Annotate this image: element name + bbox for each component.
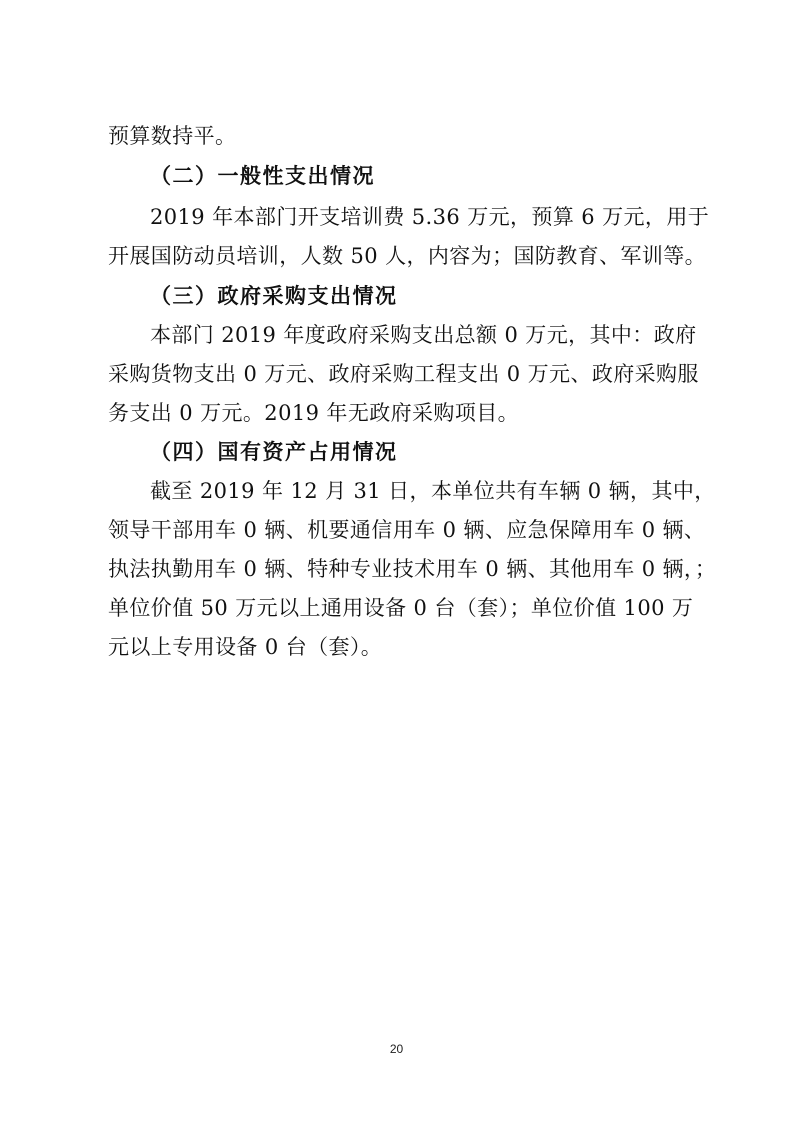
paragraph-line: 采购货物支出 0 万元、政府采购工程支出 0 万元、政府采购服 (108, 362, 699, 386)
section-heading-state-assets: （四）国有资产占用情况 (150, 440, 398, 464)
page-number: 20 (389, 1042, 404, 1056)
paragraph-line: 元以上专用设备 0 台（套）。 (108, 635, 383, 659)
paragraph-line: 务支出 0 万元。2019 年无政府采购项目。 (108, 401, 520, 425)
paragraph-line: 2019 年本部门开支培训费 5.36 万元，预算 6 万元，用于 (150, 205, 710, 229)
paragraph-line: 本部门 2019 年度政府采购支出总额 0 万元，其中：政府 (150, 323, 697, 347)
continuation-line: 预算数持平。 (108, 124, 237, 148)
paragraph-line: 截至 2019 年 12 月 31 日，本单位共有车辆 0 辆，其中， (150, 479, 716, 503)
paragraph-line: 单位价值 50 万元以上通用设备 0 台（套）；单位价值 100 万 (108, 596, 694, 620)
paragraph-line: 执法执勤用车 0 辆、特种专业技术用车 0 辆、其他用车 0 辆，； (108, 557, 717, 581)
paragraph-line: 开展国防动员培训，人数 50 人，内容为；国防教育、军训等。 (108, 244, 707, 268)
section-heading-government-procurement: （三）政府采购支出情况 (150, 284, 398, 308)
paragraph-line: 领导干部用车 0 辆、机要通信用车 0 辆、应急保障用车 0 辆、 (108, 518, 706, 542)
section-heading-general-expenses: （二）一般性支出情况 (150, 164, 375, 188)
